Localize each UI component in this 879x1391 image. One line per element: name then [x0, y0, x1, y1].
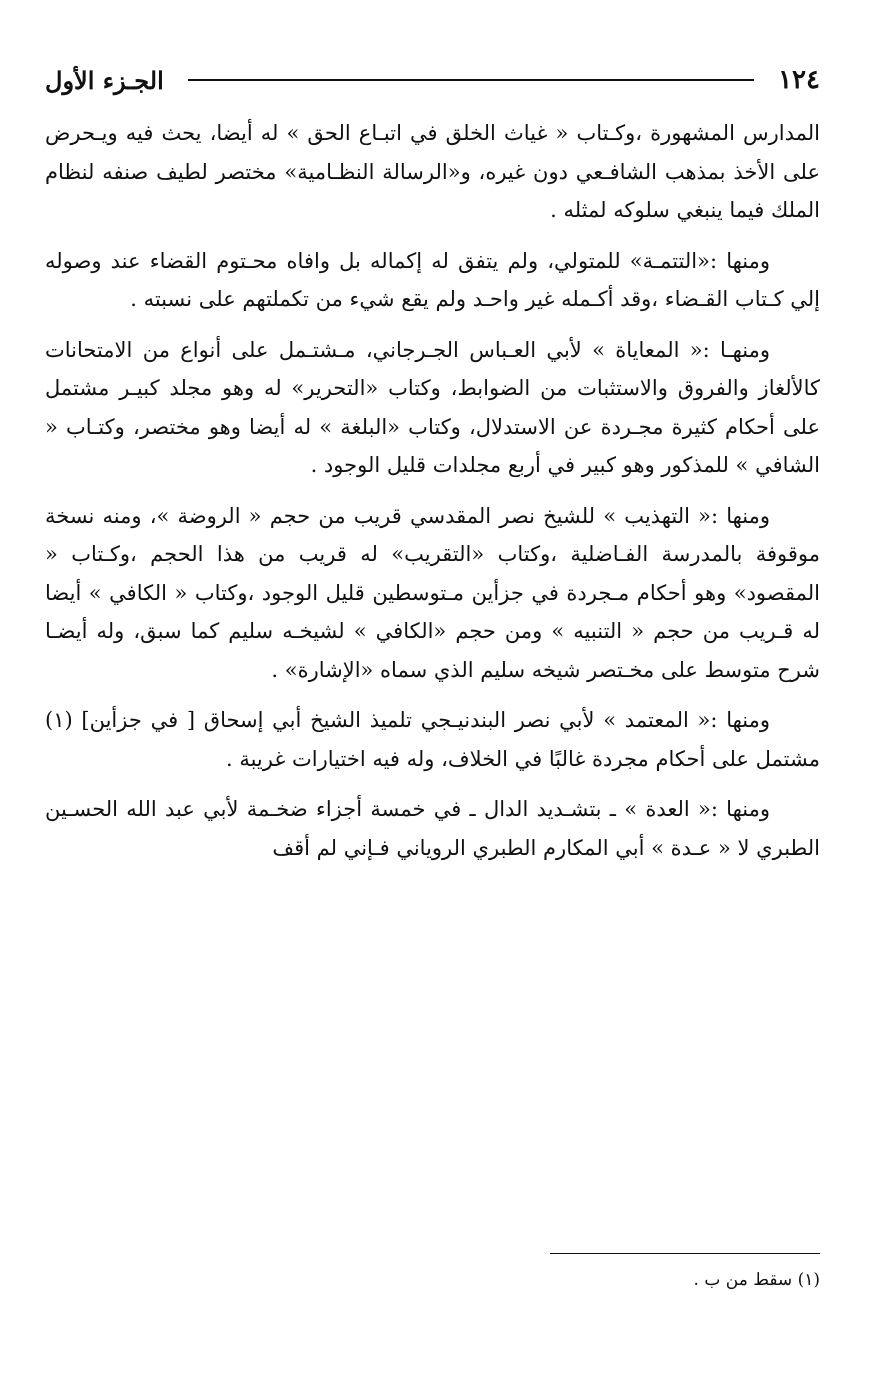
paragraph: ومنها :« المعتمد » لأبي نصر البندنيـجي تلميذ الشيخ أبي إسحاق [ في جزأين] (١) مشتمل على أحكام مجردة غالبًا في الخلاف، وله فيه اختيارات غريبة .: [45, 708, 820, 771]
book-page: [45, 60, 820, 1340]
paragraph: ومنها :« العدة » ـ بتشـديد الدال ـ في خمسة أجزاء ضخـمة لأبي عبد الله الحسـين الطبري لا « عـدة » أبي المكارم الطبري الروياني فـإني لم أقف: [45, 797, 820, 860]
paragraph: ومنها :«التتمـة» للمتولي، ولم يتفق له إكماله بل وافاه محـتوم القضاء عند وصوله إلي كـتاب القـضاء ،وقد أكـمله غير واحـد ولم يقع شيء من تكملتهم على نسبته .: [45, 248, 820, 311]
footnote: (١) سقط من ب .: [693, 1270, 820, 1290]
paragraph: المدارس المشهورة ،وكـتاب « غياث الخلق في اتبـاع الحق » له أيضا، يحث فيه ويـحرض على الأخذ بمذهب الشافـعي دون غيره، و«الرسالة النظـامية» مختصر لطيف صنفه لنظام الملك فيما ينبغي سلوكه لمثله .: [45, 121, 820, 222]
main-text: [45, 114, 820, 867]
page-number: ١٢٤: [778, 65, 820, 95]
page-header: [45, 60, 820, 100]
paragraph: ومنها :« التهذيب » للشيخ نصر المقدسي قريب من حجم « الروضة »، ومنه نسخة موقوفة بالمدرسة الفـاضلية ،وكتاب «التقريب» له قريب من هذا الحجم ،وكـتاب « المقصود» وهو أحكام مـجردة في جزأين مـتوسطين قليل الوجود ،وكتاب « الكافي » أيضا له قـريب من حجم « التنبيه » ومن حجم «الكافي » لشيخـه سليم كما سبق، وله أيضـا شرح متوسط على مخـتصر شيخه سليم الذي سماه «الإشارة» .: [45, 503, 820, 682]
running-title: الجـزء الأول: [45, 65, 164, 95]
paragraph: ومنهـا :« المعاياة » لأبي العـباس الجـرجاني، مـشتـمل على أنواع من الامتحانات كالألغاز والفروق والاستثبات من الضوابط، وكتاب «التحرير» له وهو مجلد كبيـر مشتمل على أحكام كثيرة مجـردة عن الاستدلال، وكتاب «البلغة » له أيضا وهو مختصر، وكتـاب « الشافي » للمذكور وهو كبير في أربع مجلدات قليل الوجود .: [45, 337, 820, 477]
header-rule: [188, 79, 754, 81]
footnote-rule: [550, 1253, 820, 1254]
